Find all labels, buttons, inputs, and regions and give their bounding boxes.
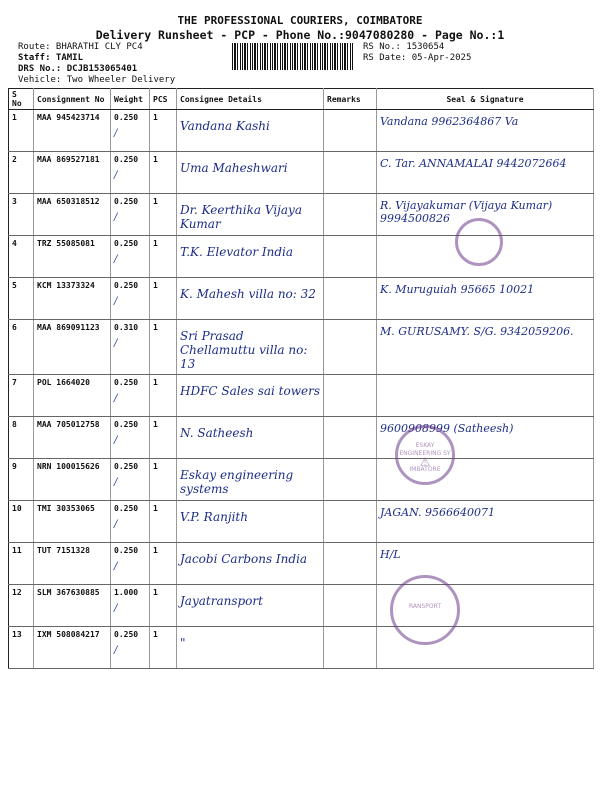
row-consignment-no: TUT 7151328 (34, 543, 111, 585)
row-weight (111, 543, 150, 585)
row-signature (377, 320, 594, 375)
row-weight-value: 0.250 (114, 197, 139, 206)
row-consignment-no: MAA 650318512 (34, 194, 111, 236)
row-signature-handwritten: Vandana 9962364867 Va (380, 115, 519, 128)
row-pcs: 1 (150, 236, 177, 278)
row-consignee (177, 543, 324, 585)
row-consignment-no: TRZ 55085081 (34, 236, 111, 278)
row-pcs: 1 (150, 627, 177, 669)
drs-number: DRS No.: DCJB153065401 (18, 64, 138, 74)
runsheet-subtitle: Delivery Runsheet - PCP - Phone No.:9047080280 - Page No.:1 (95, 28, 505, 42)
row-weight (111, 278, 150, 320)
table-row (9, 236, 594, 278)
row-consignee-handwritten: Sri Prasad Chellamuttu villa no: 13 (180, 329, 308, 371)
row-pcs: 1 (150, 543, 177, 585)
table-header-row (9, 89, 594, 110)
eskay-seal-city: IMBATORE (409, 466, 441, 473)
row-sno: 1 (9, 110, 34, 152)
row-consignee-handwritten: T.K. Elevator India (180, 245, 294, 259)
row-pcs: 1 (150, 278, 177, 320)
row-consignee-handwritten: Dr. Keerthika Vijaya Kumar (180, 203, 302, 231)
company-title: THE PROFESSIONAL COURIERS, COIMBATORE (177, 14, 423, 27)
row-remarks (324, 585, 377, 627)
row-consignee-handwritten: Uma Maheshwari (180, 161, 288, 175)
table-row (9, 194, 594, 236)
row-signature (377, 375, 594, 417)
row-consignee-handwritten: Eskay engineering systems (180, 468, 294, 496)
row-remarks (324, 320, 377, 375)
table-row (9, 320, 594, 375)
row-weight (111, 152, 150, 194)
col-header-consignee: Consignee Details (177, 89, 324, 110)
row-weight (111, 194, 150, 236)
table-row (9, 278, 594, 320)
check-mark-icon: / (114, 603, 118, 614)
check-mark-icon: / (114, 477, 118, 488)
row-consignee-handwritten: Vandana Kashi (180, 119, 270, 133)
row-weight (111, 459, 150, 501)
check-mark-icon: / (114, 212, 118, 223)
row-consignee-handwritten: V.P. Ranjith (180, 510, 248, 524)
row-pcs: 1 (150, 110, 177, 152)
row-weight-value: 0.250 (114, 155, 139, 164)
col-header-sno: S No (9, 89, 34, 110)
row-remarks (324, 194, 377, 236)
check-mark-icon: / (114, 254, 118, 265)
row-sno: 3 (9, 194, 34, 236)
table-row (9, 585, 594, 627)
row-signature (377, 152, 594, 194)
check-mark-icon: / (114, 128, 118, 139)
row-consignment-no: MAA 869527181 (34, 152, 111, 194)
rs-number: RS No.: 1530654 (363, 42, 445, 52)
row-signature-handwritten: H/L (380, 548, 401, 561)
row-sno: 4 (9, 236, 34, 278)
row-weight-value: 0.250 (114, 281, 139, 290)
row-signature-handwritten: R. Vijayakumar (Vijaya Kumar) 9994500826 (380, 199, 553, 225)
table-row (9, 543, 594, 585)
row-remarks (324, 417, 377, 459)
row-weight (111, 417, 150, 459)
row-consignment-no: NRN 100015626 (34, 459, 111, 501)
row-weight-value: 0.250 (114, 239, 139, 248)
col-header-weight: Weight (111, 89, 150, 110)
check-mark-icon: / (114, 338, 118, 349)
row-consignee (177, 585, 324, 627)
table-row (9, 375, 594, 417)
row-sno: 5 (9, 278, 34, 320)
row-remarks (324, 459, 377, 501)
row-consignee (177, 236, 324, 278)
row-weight-value: 0.250 (114, 420, 139, 429)
row-weight-value: 0.250 (114, 378, 139, 387)
row-pcs: 1 (150, 194, 177, 236)
row-sno: 13 (9, 627, 34, 669)
row-sno: 9 (9, 459, 34, 501)
row-consignee-handwritten: K. Mahesh villa no: 32 (180, 287, 316, 301)
table-row (9, 417, 594, 459)
row-consignee (177, 501, 324, 543)
eskay-seal-logo-icon: ⚠ (419, 455, 431, 469)
row-consignee-handwritten: HDFC Sales sai towers (180, 384, 320, 398)
row-weight (111, 110, 150, 152)
row-signature (377, 501, 594, 543)
row-remarks (324, 375, 377, 417)
row-consignee (177, 375, 324, 417)
row-sno: 6 (9, 320, 34, 375)
row-pcs: 1 (150, 459, 177, 501)
check-mark-icon: / (114, 170, 118, 181)
row-remarks (324, 501, 377, 543)
row-remarks (324, 152, 377, 194)
row-consignment-no: IXM 508084217 (34, 627, 111, 669)
table-row (9, 152, 594, 194)
row-consignment-no: SLM 367630885 (34, 585, 111, 627)
row-weight-value: 0.310 (114, 323, 139, 332)
row-sno: 11 (9, 543, 34, 585)
row-remarks (324, 543, 377, 585)
row-sno: 2 (9, 152, 34, 194)
row-consignee-handwritten: " (180, 636, 186, 650)
row-consignee-handwritten: Jayatransport (180, 594, 263, 608)
runsheet-table (8, 88, 594, 669)
staff-label: Staff: TAMIL (18, 53, 84, 63)
row-consignee (177, 110, 324, 152)
col-header-consignment: Consignment No (34, 89, 111, 110)
row-weight-value: 0.250 (114, 113, 139, 122)
row-sno: 8 (9, 417, 34, 459)
row-remarks (324, 236, 377, 278)
row-weight (111, 375, 150, 417)
check-mark-icon: / (114, 296, 118, 307)
check-mark-icon: / (114, 561, 118, 572)
rs-date: RS Date: 05-Apr-2025 (363, 53, 472, 63)
row-weight-value: 1.000 (114, 588, 139, 597)
check-mark-icon: / (114, 435, 118, 446)
round-stamp-1 (455, 218, 503, 266)
barcode (232, 43, 354, 70)
col-header-signature: Seal & Signature (377, 89, 594, 110)
route-label: Route: BHARATHI CLY PC4 (18, 42, 143, 52)
row-consignee (177, 627, 324, 669)
row-signature-handwritten: C. Tar. ANNAMALAI 9442072664 (380, 157, 567, 170)
row-consignment-no: KCM 13373324 (34, 278, 111, 320)
row-consignment-no: TMI 30353065 (34, 501, 111, 543)
check-mark-icon: / (114, 519, 118, 530)
table-row (9, 501, 594, 543)
row-remarks (324, 627, 377, 669)
row-weight (111, 627, 150, 669)
col-header-remarks: Remarks (324, 89, 377, 110)
row-weight-value: 0.250 (114, 504, 139, 513)
row-weight (111, 320, 150, 375)
row-consignee (177, 194, 324, 236)
transport-seal-text: RANSPORT (408, 603, 442, 610)
table-row (9, 459, 594, 501)
row-consignment-no: MAA 705012758 (34, 417, 111, 459)
table-row (9, 110, 594, 152)
row-signature-handwritten: JAGAN. 9566640071 (380, 506, 495, 519)
row-weight-value: 0.250 (114, 546, 139, 555)
row-remarks (324, 278, 377, 320)
check-mark-icon: / (114, 645, 118, 656)
row-pcs: 1 (150, 375, 177, 417)
row-pcs: 1 (150, 152, 177, 194)
table-row (9, 627, 594, 669)
row-consignee (177, 320, 324, 375)
row-consignee (177, 278, 324, 320)
eskay-seal (395, 425, 455, 485)
row-signature-handwritten: K. Muruguiah 95665 10021 (380, 283, 535, 296)
row-consignment-no: MAA 945423714 (34, 110, 111, 152)
row-consignment-no: POL 1664020 (34, 375, 111, 417)
row-sno: 10 (9, 501, 34, 543)
col-header-pcs: PCS (150, 89, 177, 110)
transport-seal (390, 575, 460, 645)
row-weight-value: 0.250 (114, 630, 139, 639)
row-signature (377, 110, 594, 152)
row-consignee (177, 459, 324, 501)
row-signature-handwritten: 9600908999 (Satheesh) (380, 422, 514, 435)
row-pcs: 1 (150, 501, 177, 543)
row-signature-handwritten: M. GURUSAMY. S/G. 9342059206. (380, 325, 574, 338)
vehicle-label: Vehicle: Two Wheeler Delivery (18, 75, 176, 85)
eskay-seal-text: ESKAY ENGINEERING SY (399, 442, 451, 457)
row-consignee (177, 152, 324, 194)
row-sno: 7 (9, 375, 34, 417)
row-consignee (177, 417, 324, 459)
row-pcs: 1 (150, 320, 177, 375)
row-weight-value: 0.250 (114, 462, 139, 471)
row-pcs: 1 (150, 585, 177, 627)
row-weight (111, 236, 150, 278)
row-consignee-handwritten: N. Satheesh (180, 426, 254, 440)
row-weight (111, 501, 150, 543)
row-consignment-no: MAA 869091123 (34, 320, 111, 375)
check-mark-icon: / (114, 393, 118, 404)
row-weight (111, 585, 150, 627)
row-consignee-handwritten: Jacobi Carbons India (180, 552, 308, 566)
row-remarks (324, 110, 377, 152)
row-pcs: 1 (150, 417, 177, 459)
row-sno: 12 (9, 585, 34, 627)
row-signature (377, 278, 594, 320)
